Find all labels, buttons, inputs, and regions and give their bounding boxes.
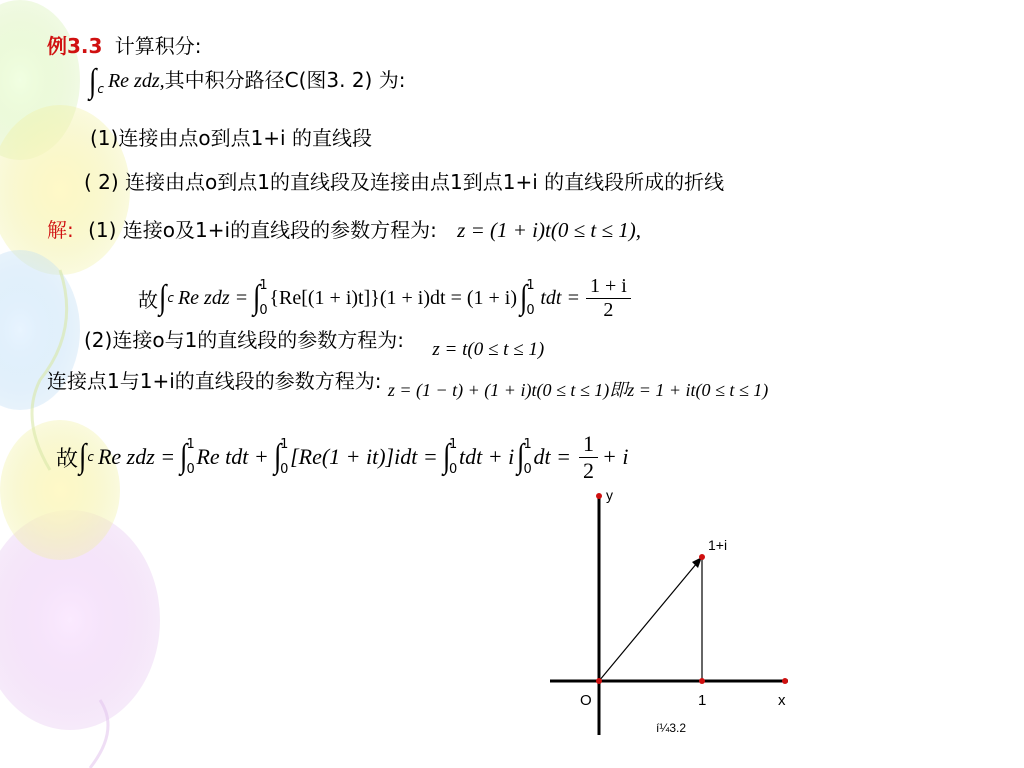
integral-sign-icon: ∫	[273, 438, 282, 475]
point-1-plus-i-label: 1+i	[708, 537, 728, 553]
result2-term3: tdt + i	[459, 444, 515, 469]
integral-limits	[186, 437, 196, 477]
one-label: 1	[698, 692, 707, 709]
point-1	[699, 678, 705, 684]
lower-limit: 0	[526, 303, 535, 318]
solution-part1-equation: z = (1 + i)t(0 ≤ t ≤ 1),	[457, 218, 641, 242]
problem-case-2: ( 2) 连接由点o到点1的直线段及连接由点1到点1+i 的直线段所成的折线	[84, 170, 725, 194]
upper-limit: 1	[523, 437, 532, 452]
lower-limit: 0	[186, 462, 195, 477]
lower-limit: 0	[523, 462, 532, 477]
problem-path-text: 其中积分路径C(图3. 2) 为:	[164, 68, 406, 92]
solution-part1	[47, 214, 641, 243]
problem-case-1: (1)连接由点o到点1+i 的直线段	[90, 126, 372, 150]
solution-part2-text: (2)连接o与1的直线段的参数方程为:	[84, 328, 405, 352]
solution-part2b-text: 连接点1与1+i的直线段的参数方程为:	[47, 369, 382, 393]
result2-term2: [Re(1 + it)]idt =	[290, 444, 438, 469]
fraction-numerator: 1 + i	[586, 275, 631, 299]
fraction-numerator: 1	[579, 431, 598, 458]
upper-limit: 1	[186, 437, 195, 452]
example-header	[47, 30, 202, 59]
solution-part1-text: (1) 连接o及1+i的直线段的参数方程为:	[88, 218, 437, 242]
lower-limit: 0	[259, 303, 268, 318]
solution-part2b	[47, 365, 769, 400]
integral-sign-icon: ∫	[78, 438, 87, 475]
point-x-axis-end	[782, 678, 788, 684]
upper-limit: 1	[449, 437, 458, 452]
upper-limit: 1	[259, 278, 268, 293]
result2-term4: dt =	[533, 444, 571, 469]
result-1	[138, 266, 631, 330]
origin-label: O	[580, 692, 592, 709]
integral-limits	[524, 437, 534, 477]
integral-limits	[449, 437, 459, 477]
solution-part2	[84, 324, 545, 360]
result1-fraction	[586, 275, 631, 322]
solution-part2b-equation: z = (1 − t) + (1 + i)t(0 ≤ t ≤ 1)即z = 1 + it(0 ≤ t ≤ 1)	[387, 380, 769, 400]
result1-lhs: Re zdz =	[177, 286, 249, 309]
integral-limits	[280, 437, 290, 477]
fraction-denominator: 2	[583, 457, 594, 483]
figure-3-2	[540, 480, 800, 750]
integral-limits	[526, 278, 536, 318]
result2-gu: 故	[56, 446, 79, 472]
point-origin	[596, 678, 602, 684]
x-axis-label: x	[778, 692, 786, 709]
solution-label: 解:	[47, 218, 74, 242]
integral-sign-icon: ∫	[517, 438, 525, 475]
result1-tail: tdt =	[540, 286, 580, 309]
integral-sign-icon: ∫	[180, 438, 188, 475]
integral-subscript: c	[87, 450, 94, 464]
point-1-plus-i	[699, 554, 705, 560]
upper-limit: 1	[526, 278, 535, 293]
result2-term1: Re tdt +	[196, 444, 269, 469]
integral-sign-icon: ∫	[442, 438, 451, 475]
result1-gu: 故	[138, 287, 158, 312]
fraction-denominator: 2	[603, 298, 614, 321]
integral-sign-icon: ∫	[88, 62, 97, 100]
lower-limit: 0	[449, 462, 458, 477]
result1-middle: {Re[(1 + i)t]}(1 + i)dt = (1 + i)	[269, 286, 518, 309]
problem-statement	[88, 64, 405, 99]
problem-integrand: Re zdz,	[107, 70, 165, 92]
example-label: 例3.3	[47, 34, 103, 58]
lower-limit: 0	[280, 462, 289, 477]
integral-sign-icon: ∫	[519, 279, 528, 316]
result2-plus-i: + i	[602, 444, 629, 469]
integral-sign-icon: ∫	[253, 279, 261, 316]
point-y-axis-end	[596, 493, 602, 499]
result2-fraction	[579, 431, 598, 484]
result2-lhs: Re zdz =	[97, 444, 176, 469]
y-axis-label: y	[606, 487, 613, 503]
integral-sign-icon: ∫	[158, 279, 167, 316]
integral-limits	[259, 278, 269, 318]
upper-limit: 1	[280, 437, 289, 452]
example-intro: 计算积分:	[114, 34, 202, 58]
integral-subscript: c	[167, 291, 174, 305]
figure-caption: í¼3.2	[656, 721, 687, 735]
integral-subscript: c	[97, 82, 104, 96]
solution-part2-equation: z = t(0 ≤ t ≤ 1)	[432, 339, 545, 360]
segment-o-to-1-plus-i	[599, 557, 702, 681]
